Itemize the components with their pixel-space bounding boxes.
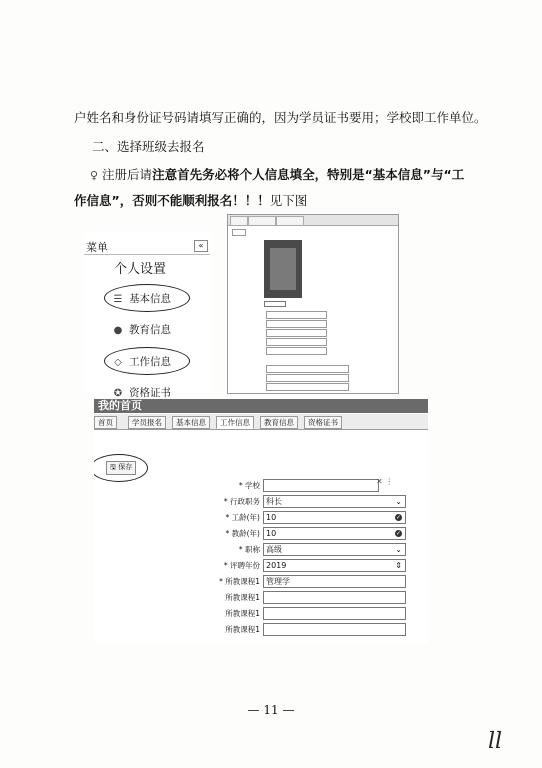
work-info-screenshot (94, 399, 428, 644)
award-icon: ✪ (113, 388, 123, 399)
text-line-3 (90, 167, 464, 183)
handwritten-mark: ll (488, 729, 503, 754)
work-page-title: 我的首页 (94, 399, 428, 413)
profile-field[interactable] (266, 320, 327, 328)
tab-basic-info[interactable]: 基本信息 (172, 416, 210, 429)
menu-item-certificates[interactable] (112, 385, 171, 400)
upload-row (264, 301, 286, 308)
menu-panel (84, 232, 212, 399)
check-icon: ✓ (395, 530, 402, 537)
upload-button[interactable] (264, 301, 286, 307)
teaching-years-input[interactable] (263, 527, 406, 540)
tab-certificates[interactable]: 资格证书 (304, 416, 342, 429)
menu-item-education-info[interactable] (112, 322, 171, 337)
profile-field[interactable] (266, 329, 327, 337)
course-input[interactable]: 管理学 (263, 575, 406, 588)
profile-field[interactable] (266, 383, 349, 391)
profile-screenshot (227, 214, 399, 394)
position-select[interactable] (263, 495, 406, 508)
menu-item-label: 资格证书 (129, 387, 171, 399)
tab-education-info[interactable]: 教育信息 (260, 416, 298, 429)
field-label: * 所教课程1 (219, 577, 260, 586)
work-years-input[interactable] (263, 511, 406, 524)
course-input[interactable] (263, 623, 406, 636)
tab-work-info[interactable]: 工作信息 (216, 416, 254, 429)
save-label: 保存 (118, 463, 133, 471)
text-line-4 (74, 193, 307, 208)
text-line-3-a: 注册后请 (102, 167, 153, 182)
list-icon: ☰ (113, 294, 123, 305)
profile-field[interactable] (266, 311, 327, 319)
collapse-button[interactable]: « (194, 240, 208, 252)
menu-header (84, 236, 210, 255)
menu-item-basic-info[interactable] (112, 291, 171, 306)
lightbulb-icon: ♀ (90, 169, 99, 182)
text-line-4-b: 作信息”，否则不能顺利报名！！！ (74, 193, 270, 208)
briefcase-icon: ◇ (114, 357, 122, 368)
field-label: 所教课程1 (225, 609, 260, 618)
work-tab-bar (94, 414, 428, 430)
profile-field[interactable] (266, 365, 349, 373)
field-label: * 工龄(年) (225, 513, 260, 522)
select-value: 高级 (266, 545, 282, 554)
search-icon[interactable]: ✕ ⋮ (376, 477, 394, 486)
save-button[interactable] (106, 461, 136, 475)
menu-section-title: 个人设置 (114, 262, 167, 277)
menu-title: 菜单 (86, 241, 108, 254)
field-label: 所教课程1 (225, 593, 260, 602)
field-label: * 教龄(年) (225, 529, 260, 538)
profile-field[interactable] (266, 347, 327, 355)
profile-save-button[interactable] (232, 229, 246, 236)
tab-enroll[interactable]: 学员报名 (128, 416, 166, 429)
course-input[interactable] (263, 607, 406, 620)
text-line-4-c: 见下图 (269, 193, 308, 208)
input-value: 2019 (266, 561, 287, 570)
menu-item-label: 教育信息 (129, 324, 171, 336)
input-value: 10 (266, 513, 277, 522)
profile-tab[interactable] (230, 216, 248, 226)
appoint-year-input[interactable] (263, 559, 406, 572)
field-label: * 行政职务 (223, 497, 260, 506)
field-label: 所教课程1 (225, 625, 260, 634)
profile-field[interactable] (266, 356, 287, 362)
select-value: 科长 (266, 497, 282, 506)
check-icon: ✓ (395, 514, 402, 521)
chevron-down-icon: ⌄ (395, 497, 402, 506)
menu-item-label: 工作信息 (129, 356, 171, 368)
field-label: * 职称 (238, 545, 260, 554)
field-label: * 学校 (238, 481, 260, 490)
text-line-1: 户姓名和身份证号码请填写正确的，因为学员证书要用；学校即工作单位。 (74, 110, 487, 125)
text-line-3-b: 注意首先务必将个人信息填全，特别是“基本信息”与“工 (152, 167, 465, 182)
profile-tab[interactable] (276, 216, 304, 226)
tab-home[interactable]: 首页 (94, 416, 117, 429)
save-icon: 🖫 (110, 463, 116, 471)
profile-field[interactable] (266, 374, 349, 382)
menu-item-work-info[interactable] (112, 354, 171, 369)
page-number: — 11 — (247, 703, 295, 717)
school-input[interactable] (263, 479, 379, 492)
section-heading: 二、选择班级去报名 (92, 139, 205, 154)
profile-field[interactable] (266, 338, 327, 346)
profile-tab[interactable] (248, 216, 276, 226)
profile-tab-bar (228, 215, 398, 226)
title-select[interactable] (263, 543, 406, 556)
menu-item-label: 基本信息 (129, 293, 171, 305)
profile-photo (264, 240, 302, 298)
course-input[interactable] (263, 591, 406, 604)
people-icon: ● (113, 325, 123, 336)
chevron-down-icon: ⌄ (395, 545, 402, 554)
input-value: 10 (266, 529, 277, 538)
spinner-icon: ⇕ (395, 561, 402, 570)
field-label: * 评聘年份 (223, 561, 260, 570)
